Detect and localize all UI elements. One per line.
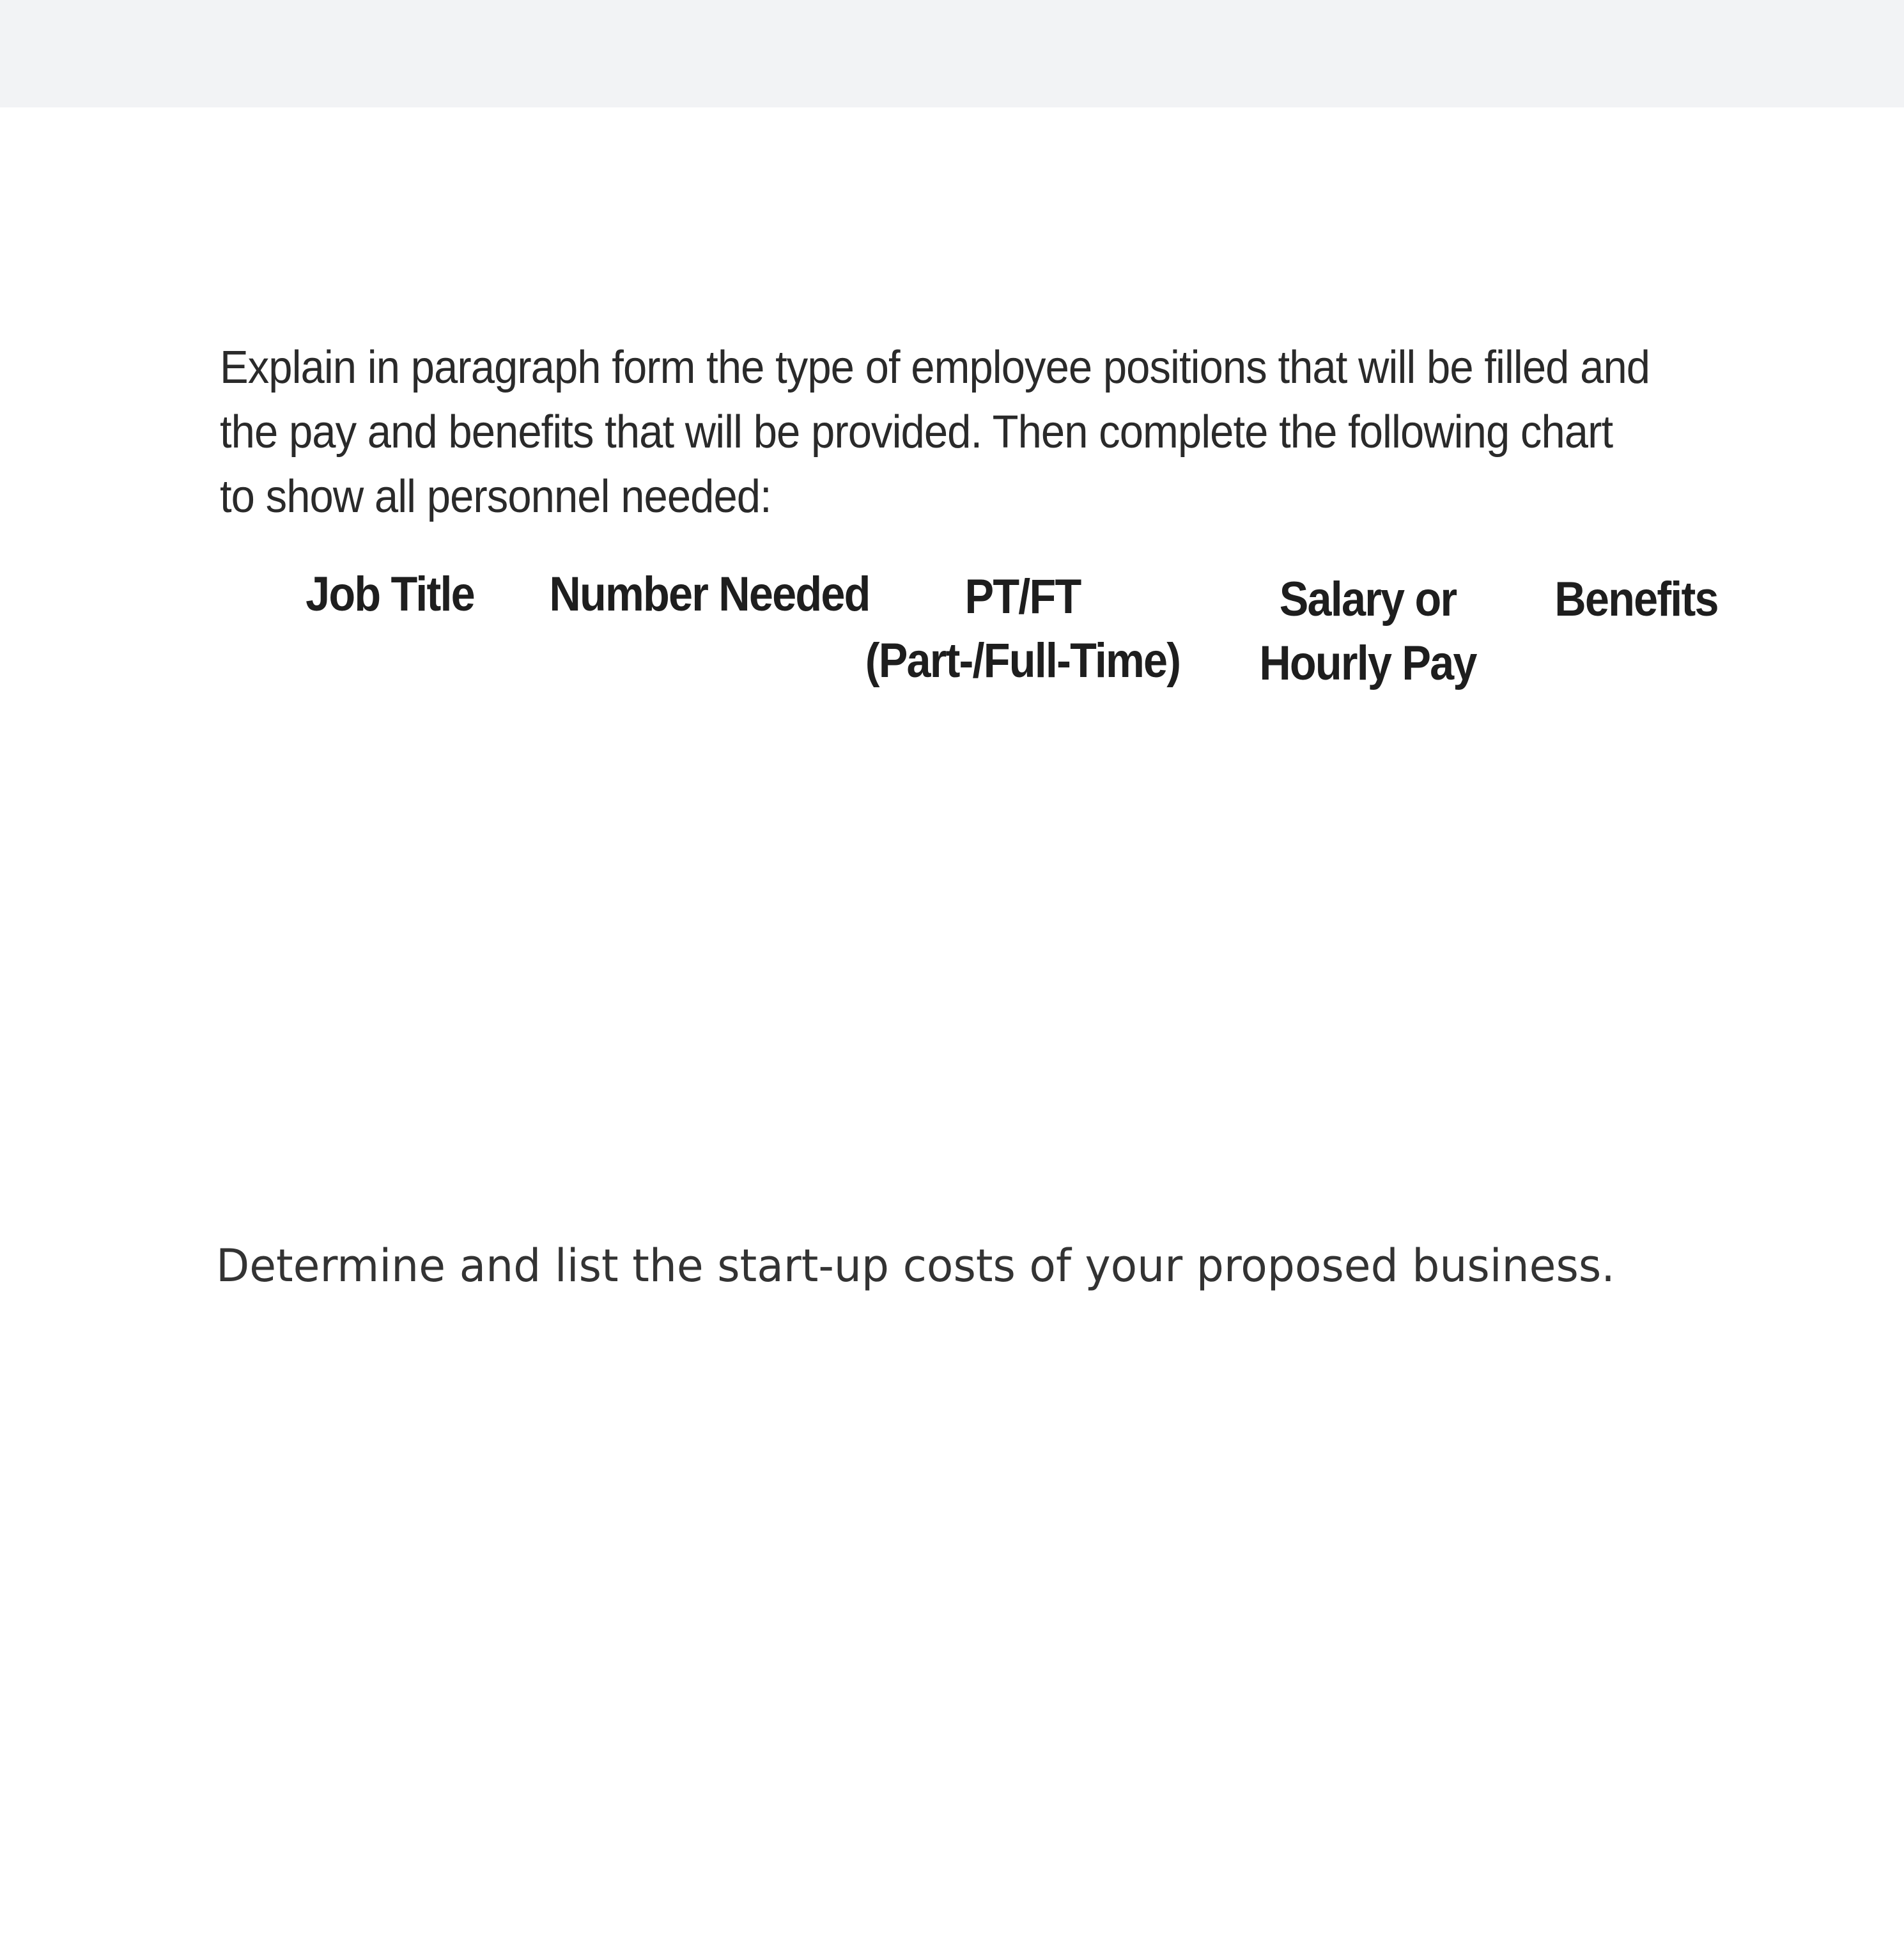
- header-number-needed-line1: Number Needed: [549, 567, 870, 621]
- instructions-paragraph: Explain in paragraph form the type of employee positions that will be filled and the pay and benefits that will be provided. Then complete the following chart to show all personnel needed:: [220, 342, 1650, 522]
- header-salary-line2: Hourly Pay: [1259, 636, 1476, 690]
- header-pt-ft-line2: (Part-/Full-Time): [865, 634, 1180, 688]
- header-salary: [1247, 568, 1489, 696]
- header-pt-ft: [856, 565, 1189, 693]
- startup-costs-prompt: Determine and list the start-up costs of your proposed business.: [216, 1240, 1615, 1292]
- header-job-title-line1: Job Title: [306, 567, 474, 621]
- header-job-title: [292, 563, 488, 627]
- header-benefits: [1544, 568, 1728, 632]
- header-benefits-line1: Benefits: [1554, 572, 1718, 627]
- header-number-needed: [548, 563, 871, 627]
- header-pt-ft-line1: PT/FT: [964, 570, 1081, 624]
- top-bar: [0, 0, 1904, 107]
- header-salary-line1: Salary or: [1279, 572, 1457, 627]
